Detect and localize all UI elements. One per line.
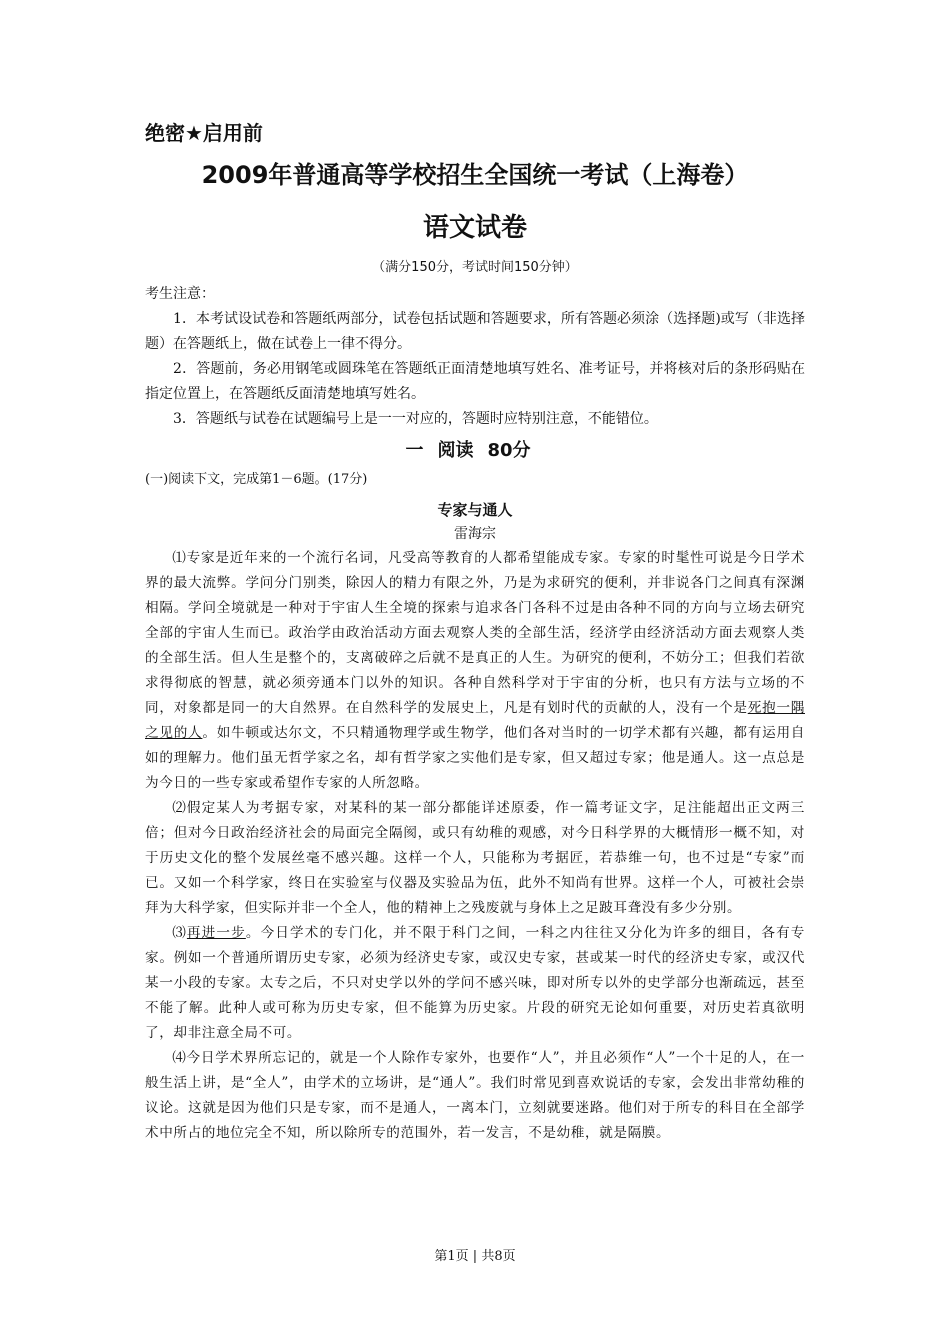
page-footer: 第1页 | 共8页 <box>434 1249 516 1264</box>
paragraph-1 <box>145 546 805 796</box>
exam-page <box>145 118 805 1146</box>
underlined-phrase-2: 再进一步 <box>186 925 246 941</box>
score-info: （满分150分，考试时间150分钟） <box>372 260 578 275</box>
notice-item-1: 1．本考试设试卷和答题纸两部分，试卷包括试题和答题要求，所有答题必须涂（选择题)或写（非选择题）在答题纸上，做在试卷上一律不得分。 <box>145 311 805 352</box>
notice-item-3: 3．答题纸与试卷在试题编号上是一一对应的，答题时应特别注意，不能错位。 <box>173 411 658 427</box>
paragraph-3-text: 。今日学术的专门化，并不限于科门之间，一科之内往往又分化为许多的细目，各有专家。例如一个普通所谓历史专家，必须为经济史专家，或汉史专家，甚或某一时代的经济史专家，或汉代某一小段的专家。太专之后，不只对史学以外的学问不感兴味，即对所专以外的史学部分也渐疏远，甚至不能了解。此种人或可称为历史专家，但不能算为历史家。片段的研究无论如何重要，对历史若真欲明了，却非注意全局不可。 <box>145 925 805 1041</box>
article-author: 雷海宗 <box>454 526 496 542</box>
reading-instruction: (一)阅读下文，完成第1－6题。(17分) <box>145 472 368 487</box>
exam-subtitle: 语文试卷 <box>422 213 527 243</box>
article-title: 专家与通人 <box>437 501 513 519</box>
notice-title: 考生注意： <box>145 286 215 302</box>
section-number: 一 <box>405 440 424 461</box>
paragraph-2: ⑵假定某人为考据专家，对某科的某一部分都能详述原委，作一篇考证文字，足注能超出正文两三倍；但对今日政治经济社会的局面完全隔阂，或只有幼稚的观感，对今日科学界的大概情形一概不知，对于历史文化的整个发展丝毫不感兴趣。这样一个人，只能称为考据匠，若恭维一句，也不过是“专家”而已。又如一个科学家，终日在实验室与仪器及实验品为伍，此外不知尚有世界。这样一个人，可被社会崇拜为大科学家，但实际并非一个全人，他的精神上之残废就与身体上之足跛耳聋没有多少分别。 <box>145 800 805 916</box>
paragraph-3 <box>145 921 805 1046</box>
paragraph-4: ⑷今日学术界所忘记的，就是一个人除作专家外，也要作“人”，并且必须作“人”一个十足的人，在一般生活上讲，是“全人”，由学术的立场讲，是“通人”。我们时常见到喜欢说话的专家，会发出非常幼稚的议论。这就是因为他们只是专家，而不是通人，一离本门，立刻就要迷路。他们对于所专的科目在全部学术中所占的地位完全不知，所以除所专的范围外，若一发言，不是幼稚，就是隔膜。 <box>145 1050 805 1141</box>
underlined-phrase-1: 死抱一隅之见的人 <box>145 700 805 741</box>
secret-label: 绝密★启用前 <box>145 121 263 145</box>
section-heading <box>145 436 805 466</box>
paragraph-3-number: ⑶ <box>172 925 187 941</box>
section-name: 阅读 <box>437 440 474 461</box>
paragraph-1-text-a: ⑴专家是近年来的一个流行名词，凡受高等教育的人都希望能成专家。专家的时髦性可说是今日学术界的最大流弊。学问分门别类，除因人的精力有限之外，乃是为求研究的便利，并非说各门之间真有深渊相隔。学问全境就是一种对于宇宙人生全境的探索与追求各门各科不过是由各种不同的方向与立场去研究全部的宇宙人生而已。政治学由政治活动方面去观察人类的全部生活，经济学由经济活动方面去观察人类的全部生活。但人生是整个的，支离破碎之后就不是真正的人生。为研究的便利，不妨分工；但我们若欲求得彻底的智慧，就必须旁通本门以外的知识。各种自然科学对于宇宙的分析，也只有方法与立场的不同，对象都是同一的大自然界。在自然科学的发展史上，凡是有划时代的贡献的人，没有一个是 <box>145 550 805 716</box>
notice-item-2: 2．答题前，务必用钢笔或圆珠笔在答题纸正面清楚地填写姓名、准考证号，并将核对后的条形码贴在指定位置上，在答题纸反面清楚地填写姓名。 <box>145 361 805 402</box>
exam-title: 2009年普通高等学校招生全国统一考试（上海卷） <box>201 161 749 189</box>
paragraph-1-text-b: 。如牛顿或达尔文，不只精通物理学或生物学，他们各对当时的一切学术都有兴趣，都有运用自如的理解力。他们虽无哲学家之名，却有哲学家之实他们是专家，但又超过专家；他是通人。这一点总是为今日的一些专家或希望作专家的人所忽略。 <box>145 725 805 791</box>
section-score: 80分 <box>487 440 531 461</box>
